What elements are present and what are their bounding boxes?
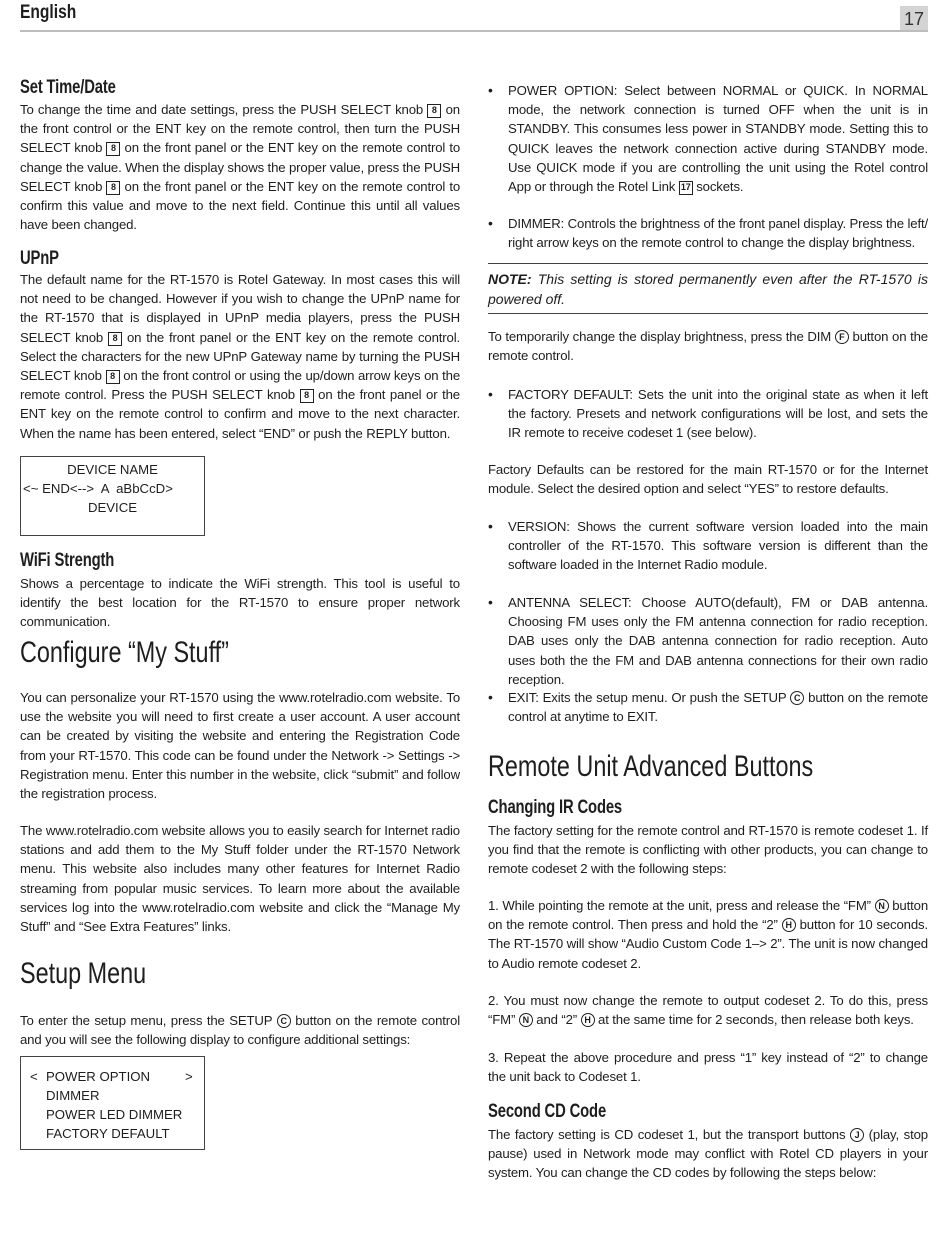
setup-row-1-left-arrow: < bbox=[30, 1069, 38, 1084]
setup-row-4: FACTORY DEFAULT bbox=[46, 1126, 170, 1141]
note-text: This setting is stored permanently even after the RT-1570 is powered off. bbox=[488, 271, 928, 307]
button-ref-icon: N bbox=[875, 899, 889, 913]
set-time-text: To change the time and date settings, press the PUSH SELECT knob 8 on the front control or the ENT key on the remote control, then turn the PUSH SELECT knob 8 on the front panel or the ENT key on the remote control to change the value. When the display shows the proper value, press the PUSH SELECT knob 8 on the front panel or the ENT key on the remote control to confirm this value and move to the next field. Continue this until all values have been changed. bbox=[20, 102, 461, 233]
heading-second-cd-code: Second CD Code bbox=[488, 1101, 607, 1122]
ir-step-1: 1. While pointing the remote at the unit, press and release the “FM” N button on the remote control. Then press and hold the “2” H button for 10 seconds. The RT-1570 will show “Audio Custom Code 1–> 2”. The unit is now changed to Audio remote codeset 2. bbox=[488, 898, 928, 971]
setup-menu-text: To enter the setup menu, press the SETUP C button on the remote control and you will see the following display to configure additional settings: bbox=[20, 1013, 461, 1048]
setup-row-2: DIMMER bbox=[46, 1088, 100, 1103]
button-ref-icon: H bbox=[581, 1013, 595, 1027]
bullet-dot: • bbox=[488, 689, 493, 705]
heading-setup-menu: Setup Menu bbox=[20, 957, 147, 990]
mystuff-paragraph-2: The www.rotelradio.com website allows you to easily search for Internet radio stations and add them to the My Stuff folder under the RT-1570 Network menu. This website also includes many other features for Internet Radio streaming from popular music services. To learn more about the available services log into the www.rotelradio.com website and click the “Manage My Stuff” and “See Extra Features” links. bbox=[20, 823, 460, 935]
power-option-text: POWER OPTION: Select between NORMAL or QUICK. In NORMAL mode, the network connection is turned OFF when the unit is in STANDBY. This consumes less power in STANDBY mode. Setting this to QUICK leaves the network connection active during STANDBY mode. Use QUICK mode if you are controlling the unit using the Rotel control App or through the Rotel Link 17 sockets. bbox=[508, 83, 928, 195]
button-ref-icon: C bbox=[790, 691, 804, 705]
antenna-text: ANTENNA SELECT: Choose AUTO(default), FM or DAB antenna. Choosing FM uses only the FM antenna connection for radio reception. DAB uses only the DAB antenna connection for radio reception. Auto uses both the the FM and DAB antenna connections for their own radio reception. bbox=[508, 595, 928, 687]
mystuff-paragraph-1: You can personalize your RT-1570 using the www.rotelradio.com website. To use the website you will need to first create a user account. A user account can be created by visiting the website and entering the Registration Code from your RT-1570. This code can be found under the Network -> Settings -> Registration menu. Enter this number in the website, click “submit” and follow the registration process. bbox=[20, 690, 460, 802]
note-label: NOTE: bbox=[488, 271, 532, 287]
key-ref-icon: 8 bbox=[106, 142, 120, 156]
button-ref-icon: H bbox=[782, 918, 796, 932]
heading-remote-unit-advanced-buttons: Remote Unit Advanced Buttons bbox=[488, 750, 814, 783]
setup-row-1-right-arrow: > bbox=[185, 1069, 193, 1084]
second-cd-text: The factory setting is CD codeset 1, but the transport buttons J (play, stop pause) used in Network mode may conflict with Rotel CD players in your system. You can change the CD codes by following the steps below: bbox=[488, 1127, 928, 1181]
heading-set-time-date: Set Time/Date bbox=[20, 77, 116, 98]
exit-text: EXIT: Exits the setup menu. Or push the SETUP C button on the remote control at anytime to EXIT. bbox=[508, 690, 929, 725]
heading-upnp: UPnP bbox=[20, 248, 59, 269]
heading-wifi-strength: WiFi Strength bbox=[20, 550, 115, 571]
language-label: English bbox=[20, 2, 77, 23]
page-number: 17 bbox=[900, 6, 928, 30]
setup-row-3: POWER LED DIMMER bbox=[46, 1107, 183, 1122]
device-line-1: DEVICE NAME bbox=[67, 462, 158, 477]
key-ref-icon: 8 bbox=[106, 181, 120, 195]
heading-changing-ir-codes: Changing IR Codes bbox=[488, 797, 623, 818]
version-text: VERSION: Shows the current software version loaded into the main controller of the RT-1570. This software version is different than the software loaded in the Internet Radio module. bbox=[508, 519, 928, 573]
note-block bbox=[488, 270, 928, 309]
upnp-text: The default name for the RT-1570 is Rotel Gateway. In most cases this will not need to be changed. However if you wish to change the UPnP name for the RT-1570 that is displayed in UPnP media players, press the PUSH SELECT knob 8 on the front panel or the ENT key on the remote control. Select the characters for the new UPnP Gateway name by turning the PUSH SELECT knob 8 on the front control or using the up/down arrow keys on the remote control. Press the PUSH SELECT knob 8 on the front panel or the ENT key on the remote control to confirm and move to the next character. When the name has been entered, select “END” or push the REPLY button. bbox=[20, 272, 460, 441]
button-ref-icon: N bbox=[519, 1013, 533, 1027]
note-bottom-rule bbox=[488, 313, 928, 314]
setup-menu-display bbox=[20, 1056, 205, 1150]
device-line-2: <~ END<--> A aBbCcD> bbox=[23, 481, 173, 496]
ir-step-3: 3. Repeat the above procedure and press “1” key instead of “2” to change the unit back to Codeset 1. bbox=[488, 1050, 928, 1085]
factory-default-text: FACTORY DEFAULT: Sets the unit into the original state as when it left the factory. Presets and network configurations will be lost, and sets the IR remote to receive codeset 1 (see below). bbox=[508, 387, 928, 441]
header-rule bbox=[20, 30, 928, 32]
ir-step-2: 2. You must now change the remote to output codeset 2. To do this, press “FM” N and “2” H at the same time for 2 seconds, then release both keys. bbox=[488, 993, 928, 1028]
dimmer-text: DIMMER: Controls the brightness of the front panel display. Press the left/ right arrow keys on the remote control to change the display brightness. bbox=[508, 216, 928, 251]
key-ref-icon: 17 bbox=[679, 181, 693, 195]
bullet-dot: • bbox=[488, 82, 493, 98]
bullet-dot: • bbox=[488, 386, 493, 402]
key-ref-icon: 8 bbox=[108, 332, 122, 346]
bullet-dot: • bbox=[488, 518, 493, 534]
button-ref-icon: F bbox=[835, 330, 849, 344]
wifi-text: Shows a percentage to indicate the WiFi strength. This tool is useful to identify the best location for the RT-1570 to ensure proper network communication. bbox=[20, 576, 460, 630]
key-ref-icon: 8 bbox=[106, 370, 120, 384]
ir-codes-text: The factory setting for the remote control and RT-1570 is remote codeset 1. If you find that the remote is conflicting with other products, you can change to remote codeset 2 with the following steps: bbox=[488, 823, 928, 877]
factory-defaults-text: Factory Defaults can be restored for the main RT-1570 or for the Internet module. Select the desired option and select “YES” to restore defaults. bbox=[488, 462, 928, 497]
bullet-dot: • bbox=[488, 594, 493, 610]
button-ref-icon: J bbox=[850, 1128, 864, 1142]
dim-temp-text: To temporarily change the display brightness, press the DIM F button on the remote control. bbox=[488, 329, 928, 364]
device-line-3: DEVICE bbox=[87, 500, 138, 515]
key-ref-icon: 8 bbox=[427, 104, 441, 118]
heading-configure-my-stuff: Configure “My Stuff” bbox=[20, 636, 229, 669]
key-ref-icon: 8 bbox=[300, 389, 314, 403]
button-ref-icon: C bbox=[277, 1014, 291, 1028]
bullet-dot: • bbox=[488, 215, 493, 231]
note-top-rule bbox=[488, 263, 928, 264]
setup-row-1-label: POWER OPTION bbox=[46, 1069, 151, 1084]
device-name-display bbox=[20, 456, 205, 536]
